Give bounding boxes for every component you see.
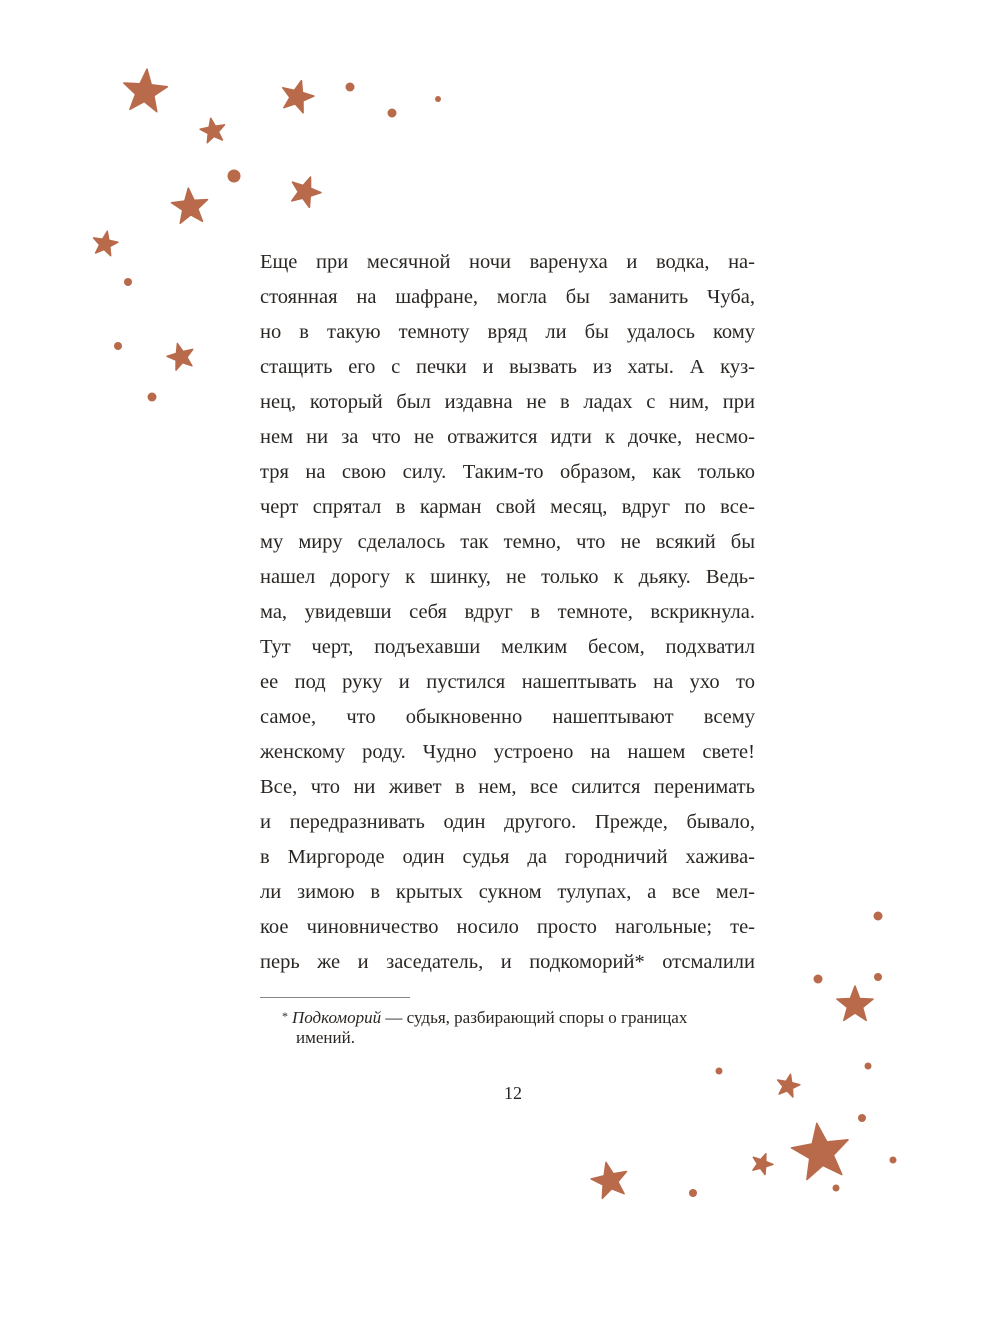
text-line: черт спрятал в карман свой месяц, вдруг по все- (260, 496, 755, 518)
dot-icon (148, 393, 157, 402)
text-line: Все, что ни живет в нем, все силится перенимать (260, 776, 755, 798)
dot-icon (858, 1114, 866, 1122)
star-top-left-2-icon (283, 81, 314, 113)
text-line: Еще при месячной ночи варенуха и водка, на- (260, 251, 755, 273)
footnote-term: Подкоморий (292, 1008, 382, 1027)
footnote-continuation: имений. (296, 1028, 355, 1047)
star-top-left-7-icon (167, 344, 193, 371)
text-line: ма, увидевши себя вдруг в темноте, вскрикнула. (260, 601, 755, 623)
dot-icon (346, 83, 355, 92)
footnote-divider (260, 997, 410, 998)
text-line: стащить его с печки и вызвать из хаты. А куз- (260, 356, 755, 378)
star-bottom-right-3-icon (792, 1123, 849, 1179)
star-bottom-right-1-icon (837, 986, 873, 1020)
text-line: ли зимою в крытых сукном тулупах, а все мел- (260, 881, 755, 903)
star-top-left-5-icon (172, 188, 208, 223)
page-number: 12 (504, 1083, 522, 1103)
dot-icon (716, 1068, 723, 1075)
star-bottom-right-5-icon (591, 1162, 626, 1198)
star-bottom-right-2-icon (778, 1074, 800, 1097)
text-line: ее под руку и пустился нашептывать на ухо то (260, 671, 755, 693)
dot-icon (228, 170, 241, 183)
text-line: нашел дорогу к шинку, не только к дьяку. Ведь- (260, 566, 755, 588)
dot-icon (874, 912, 883, 921)
dot-icon (814, 975, 823, 984)
dot-icon (833, 1185, 840, 1192)
dot-icon (689, 1189, 697, 1197)
star-top-left-1-icon (124, 69, 168, 112)
text-line: женскому роду. Чудно устроено на нашем свете! (260, 741, 755, 763)
footnote-marker: * (282, 1009, 288, 1023)
footnote (282, 1006, 757, 1048)
footnote-definition: — судья, разбирающий споры о границах (381, 1008, 688, 1027)
main-text (260, 245, 755, 980)
text-line: кое чиновничество носило просто нагольные; те- (260, 916, 755, 938)
text-line: самое, что обыкновенно нашептывают всему (260, 706, 755, 728)
dot-icon (388, 109, 397, 118)
text-line: перь же и заседатель, и подкоморий* отсмалили (260, 951, 755, 973)
dot-icon (114, 342, 122, 350)
text-line: нец, который был издавна не в ладах с ним, при (260, 391, 755, 413)
text-line: стоянная на шафране, могла бы заманить Чуба, (260, 286, 755, 308)
text-line: тря на свою силу. Таким-то образом, как только (260, 461, 755, 483)
text-line: и передразнивать один другого. Прежде, бывало, (260, 811, 755, 833)
dot-icon (124, 278, 132, 286)
star-bottom-right-4-icon (753, 1154, 773, 1175)
dot-icon (865, 1063, 872, 1070)
text-line: в Миргороде один судья да городничий хажива- (260, 846, 755, 868)
text-line: му миру сделалось так темно, что не всякий бы (260, 531, 755, 553)
dot-icon (874, 973, 882, 981)
star-top-left-3-icon (200, 118, 224, 143)
dot-icon (890, 1157, 897, 1164)
text-line: нем ни за что не отважится идти к дочке, несмо- (260, 426, 755, 448)
star-top-left-4-icon (292, 177, 321, 207)
dot-icon (435, 96, 441, 102)
star-top-left-6-icon (94, 231, 118, 256)
text-line: но в такую темноту вряд ли бы удалось кому (260, 321, 755, 343)
text-line: Тут черт, подъехавши мелким бесом, подхватил (260, 636, 755, 658)
